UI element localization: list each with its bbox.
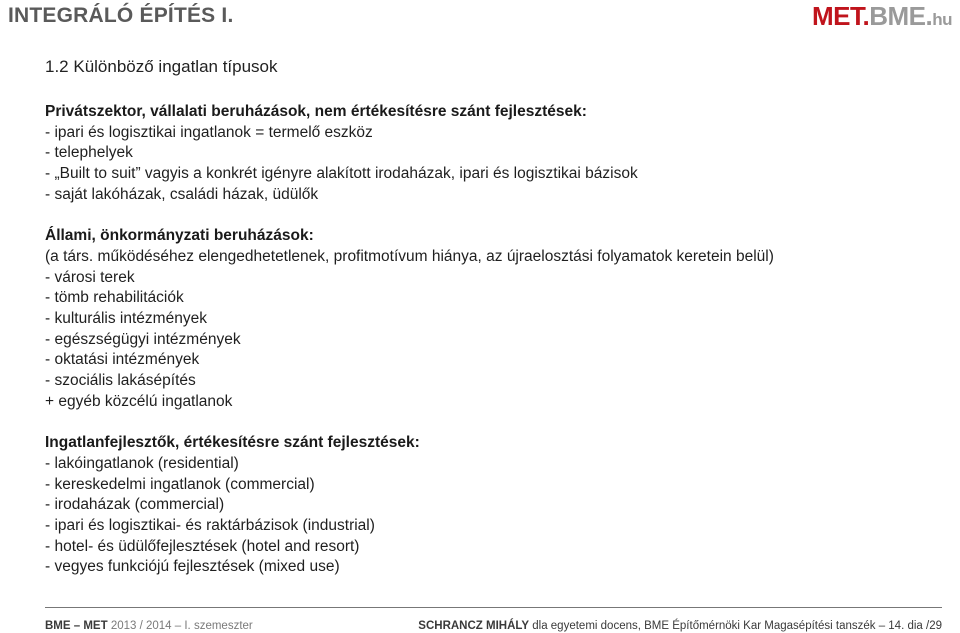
logo-met: MET.	[811, 1, 870, 31]
footer-divider	[45, 607, 942, 608]
list-item: - ipari és logisztikai ingatlanok = termelő eszköz	[45, 123, 373, 141]
list-item: - oktatási intézmények	[45, 351, 200, 369]
footer-author: SCHRANCZ MIHÁLY	[418, 620, 530, 632]
footer-author-role: dla egyetemi docens, BME Építőmérnöki Kar Magasépítési tanszék – 14. dia /29	[532, 620, 942, 632]
list-item: - hotel- és üdülőfejlesztések (hotel and resort)	[45, 537, 360, 555]
list-item: - szociális lakásépítés	[45, 372, 196, 390]
met-bme-logo	[812, 1, 952, 32]
list-item: - vegyes funkciójú fejlesztések (mixed use)	[45, 558, 340, 576]
section-heading: 1.2 Különböző ingatlan típusok	[45, 57, 278, 76]
slide-content	[45, 102, 945, 599]
list-item: - tömb rehabilitációk	[45, 289, 184, 307]
list-item: - ipari és logisztikai- és raktárbázisok (industrial)	[45, 517, 375, 535]
list-item: - városi terek	[45, 268, 135, 286]
group-heading: Ingatlanfejlesztők, értékesítésre szánt fejlesztések:	[45, 434, 420, 452]
list-item: - lakóingatlanok (residential)	[45, 454, 239, 472]
list-item: - saját lakóházak, családi házak, üdülők	[45, 185, 319, 203]
group-public-sector	[45, 226, 945, 412]
list-item: - egészségügyi intézmények	[45, 330, 241, 348]
group-heading: Privátszektor, vállalati beruházások, nem értékesítésre szánt fejlesztések:	[45, 103, 587, 120]
logo-hu: hu	[932, 10, 952, 29]
group-private-sector	[45, 102, 945, 206]
footer-course: BME – MET	[45, 620, 108, 632]
logo-bme: BME.	[869, 1, 933, 31]
group-developers	[45, 433, 945, 578]
group-heading: Állami, önkormányzati beruházások:	[45, 227, 314, 245]
footer-course-info	[45, 620, 253, 632]
list-item: - kereskedelmi ingatlanok (commercial)	[45, 475, 315, 493]
list-item: - „Built to suit” vagyis a konkrét igényre alakított irodaházak, ipari és logisztikai bázisok	[45, 165, 638, 183]
footer-semester: 2013 / 2014 – I. szemeszter	[110, 620, 253, 632]
list-item: - irodaházak (commercial)	[45, 496, 225, 514]
list-item: - kulturális intézmények	[45, 310, 207, 328]
list-item: (a társ. működéséhez elengedhetetlenek, profitmotívum hiánya, az újraelosztási folyamatok keretein belül)	[45, 247, 774, 265]
footer-author-info	[418, 620, 942, 632]
slide-title: INTEGRÁLÓ ÉPÍTÉS I.	[8, 4, 234, 27]
list-item: - telephelyek	[45, 144, 133, 162]
list-item: + egyéb közcélú ingatlanok	[45, 392, 233, 410]
